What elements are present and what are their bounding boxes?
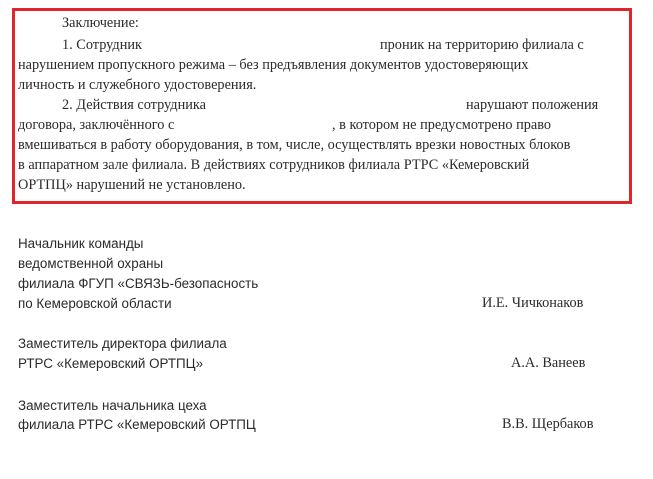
signatory-2-name: А.А. Ванеев: [511, 355, 586, 371]
paragraph-2-line-5: ОРТПЦ» нарушений не установлено.: [18, 177, 246, 193]
conclusion-heading: Заключение:: [62, 15, 139, 31]
paragraph-1-line-3: личность и служебного удостоверения.: [18, 77, 257, 93]
paragraph-1-line-1-end: проник на территорию филиала с: [380, 37, 584, 53]
signatory-1-name: И.Е. Чичконаков: [482, 295, 584, 311]
paragraph-2-line-2-start: договора, заключённого с: [18, 117, 175, 133]
signatory-2-title-line-2: РТРС «Кемеровский ОРТПЦ»: [18, 356, 204, 371]
signatory-1-title-line-2: ведомственной охраны: [18, 256, 164, 271]
signatory-1-title-line-4: по Кемеровской области: [18, 296, 172, 311]
signatory-1-title-line-1: Начальник команды: [18, 236, 144, 251]
signatory-1-title-line-3: филиала ФГУП «СВЯЗЬ-безопасность: [18, 276, 259, 291]
paragraph-2-line-2-end: , в котором не предусмотрено право: [332, 117, 552, 133]
signatory-3-name: В.В. Щербаков: [502, 416, 594, 432]
paragraph-2-line-1-end: нарушают положения: [466, 97, 599, 113]
signatory-3-title-line-1: Заместитель начальника цеха: [18, 398, 207, 413]
signatory-3-title-line-2: филиала РТРС «Кемеровский ОРТПЦ: [18, 417, 256, 432]
signatory-2-title-line-1: Заместитель директора филиала: [18, 336, 227, 351]
paragraph-2-line-1-start: 2. Действия сотрудника: [62, 97, 206, 113]
paragraph-1-line-1-start: 1. Сотрудник: [62, 37, 142, 53]
paragraph-1-line-2: нарушением пропускного режима – без предъявления документов удостоверяющих: [18, 57, 529, 73]
paragraph-2-line-3: вмешиваться в работу оборудования, в том, числе, осуществлять врезки новостных блоков: [18, 137, 571, 153]
paragraph-2-line-4: в аппаратном зале филиала. В действиях сотрудников филиала РТРС «Кемеровский: [18, 157, 530, 173]
